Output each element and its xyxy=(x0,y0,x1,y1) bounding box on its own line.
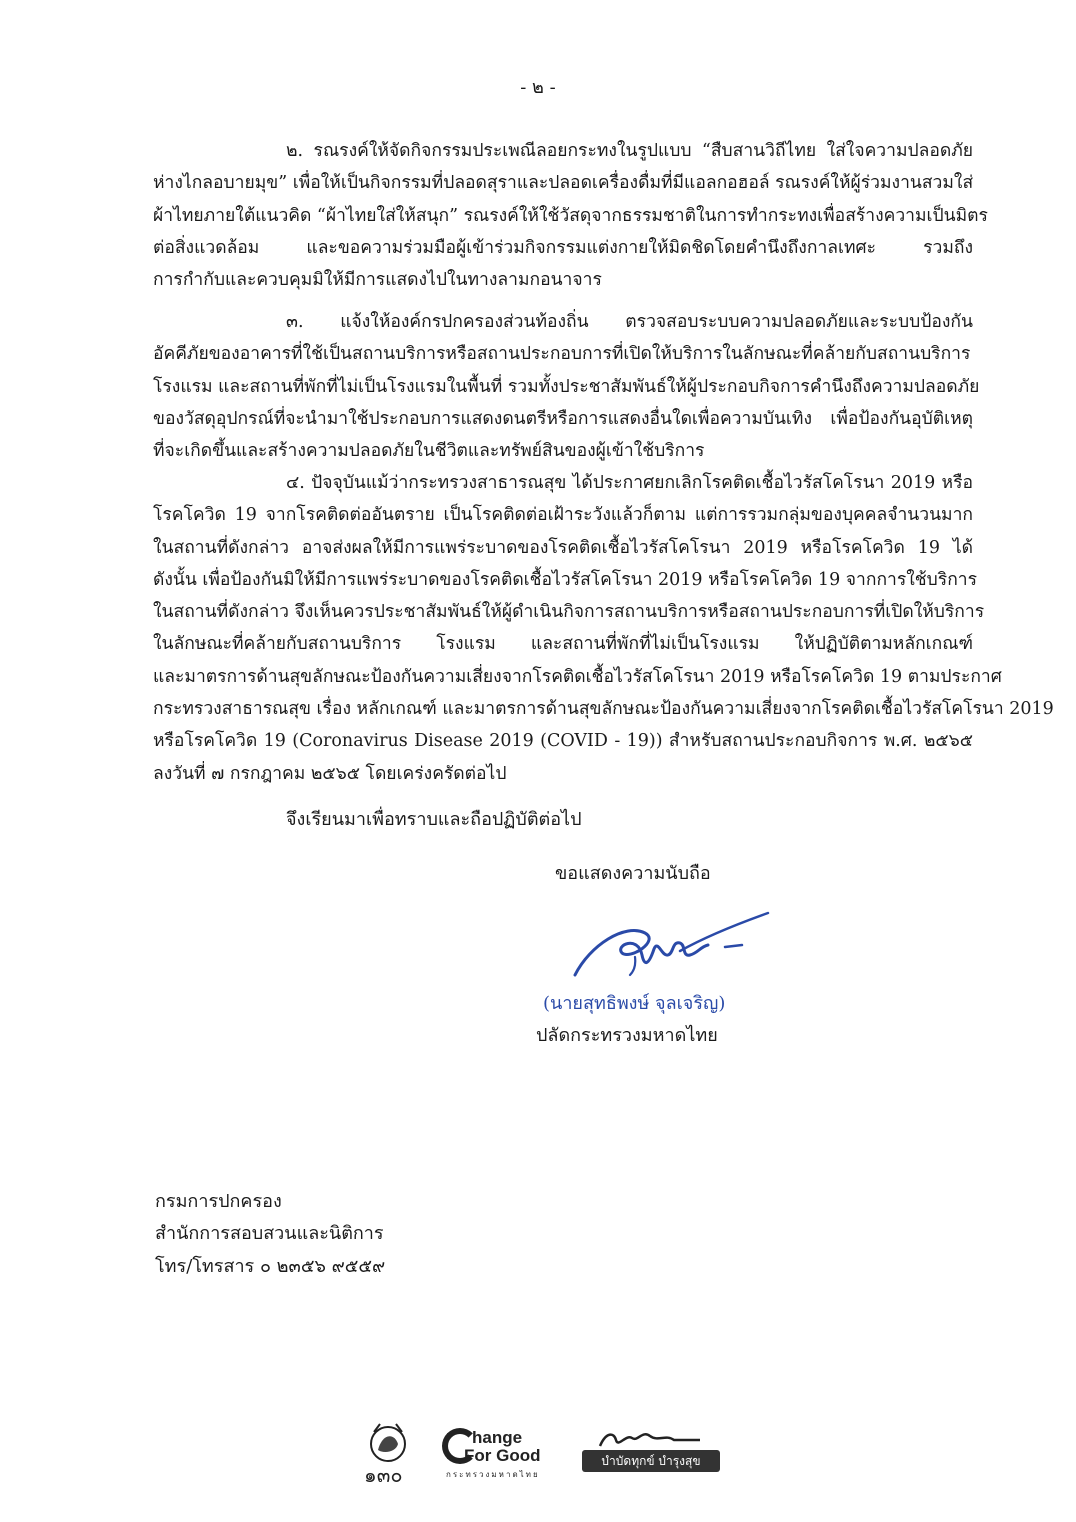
motto-text: บำบัดทุกข์ บำรุงสุข xyxy=(582,1450,720,1472)
text-line: ต่อสิ่งแวดล้อม และขอความร่วมมือผู้เข้าร่วมกิจกรรมแต่งกายให้มิดชิดโดยคำนึงถึงกาลเทศะ รวมถึง xyxy=(153,237,973,258)
text-line: โรงแรม และสถานที่พักที่ไม่เป็นโรงแรมในพื้นที่ รวมทั้งประชาสัมพันธ์ให้ผู้ประกอบกิจการคำนึงถึงความปลอดภัย xyxy=(153,376,980,397)
text-line: ที่จะเกิดขึ้นและสร้างความปลอดภัยในชีวิตและทรัพย์สินของผู้เข้าใช้บริการ xyxy=(153,441,705,462)
ministry-seal-logo xyxy=(360,1420,426,1486)
text-line: ของวัสดุอุปกรณ์ที่จะนำมาใช้ประกอบการแสดงดนตรีหรือการแสดงอื่นใดเพื่อความบันเทิง เพื่อป้องกันอุบัติเหตุ xyxy=(153,408,973,429)
motto-banner-logo xyxy=(570,1424,730,1480)
footer-logos xyxy=(360,1420,740,1490)
page-number: - ๒ - xyxy=(520,77,556,98)
paragraph-2 xyxy=(153,135,988,296)
for-good-text: For Good xyxy=(464,1446,541,1465)
seal-number: ๑๓๐ xyxy=(364,1463,403,1486)
text-line: ในสถานที่ดังกล่าว จึงเห็นควรประชาสัมพันธ์ให้ผู้ดำเนินกิจการสถานบริการหรือสถานประกอบการที่เปิดให้บริการ xyxy=(153,602,985,623)
text-line: โรคโควิด 19 จากโรคติดต่ออันตราย เป็นโรคติดต่อเฝ้าระวังแล้วก็ตาม แต่การรวมกลุ่มของบุคคลจำนวนมาก xyxy=(153,505,973,526)
text-line: ห่างไกลอบายมุข” เพื่อให้เป็นกิจกรรมที่ปลอดสุราและปลอดเครื่องดื่มที่มีแอลกอฮอล์ รณรงค์ให้ผู้ร่วมงานสวมใส่ xyxy=(153,173,974,194)
text-line: ๓. แจ้งให้องค์กรปกครองส่วนท้องถิ่น ตรวจสอบระบบความปลอดภัยและระบบป้องกัน xyxy=(286,312,973,332)
text-line: หรือโรคโควิด 19 (Coronavirus Disease 2019 (COVID - 19)) สำหรับสถานประกอบกิจการ พ.ศ. ๒๕๖๕ xyxy=(153,731,973,752)
footer-division: สำนักการสอบสวนและนิติการ xyxy=(155,1223,384,1244)
footer-department: กรมการปกครอง xyxy=(155,1191,282,1212)
paragraph-4 xyxy=(153,467,1054,790)
change-text: hange xyxy=(472,1428,523,1447)
ministry-text: กระทรวงมหาดไทย xyxy=(446,1470,540,1479)
text-line: ในสถานที่ดังกล่าว อาจส่งผลให้มีการแพร่ระบาดของโรคติดเชื้อไวรัสโคโรนา 2019 หรือโรคโควิด 19 ได้ xyxy=(153,537,973,558)
text-line: ในลักษณะที่คล้ายกับสถานบริการ โรงแรม และสถานที่พักที่ไม่เป็นโรงแรม ให้ปฏิบัติตามหลักเกณฑ์ xyxy=(153,634,973,655)
signer-position: ปลัดกระทรวงมหาดไทย xyxy=(536,1025,718,1046)
text-line: ๒. รณรงค์ให้จัดกิจกรรมประเพณีลอยกระทงในรูปแบบ “สืบสานวิถีไทย ใส่ใจความปลอดภัย xyxy=(286,141,973,161)
text-line: ดังนั้น เพื่อป้องกันมิให้มีการแพร่ระบาดของโรคติดเชื้อไวรัสโคโรนา 2019 หรือโรคโควิด 19 จากการใช้บริการ xyxy=(153,569,978,590)
change-for-good-logo xyxy=(442,1426,572,1486)
paragraph-3 xyxy=(153,306,980,467)
closing-salutation: ขอแสดงความนับถือ xyxy=(555,863,711,884)
text-line: และมาตรการด้านสุขลักษณะป้องกันความเสี่ยงจากโรคติดเชื้อไวรัสโคโรนา 2019 หรือโรคโควิด 19 ตามประกาศ xyxy=(153,666,1002,687)
calligraphy-icon xyxy=(570,1424,730,1452)
text-line: ๔. ปัจจุบันแม้ว่ากระทรวงสาธารณสุข ได้ประกาศยกเลิกโรคติดเชื้อไวรัสโคโรนา 2019 หรือ xyxy=(286,473,973,493)
closing-paragraph: จึงเรียนมาเพื่อทราบและถือปฏิบัติต่อไป xyxy=(286,809,582,830)
text-line: ลงวันที่ ๗ กรกฎาคม ๒๕๖๕ โดยเคร่งครัดต่อไป xyxy=(153,763,507,784)
signature-image xyxy=(530,905,790,985)
text-line: การกำกับและควบคุมมิให้มีการแสดงไปในทางลามกอนาจาร xyxy=(153,270,602,291)
signer-name: (นายสุทธิพงษ์ จุลเจริญ) xyxy=(543,993,726,1014)
text-line: อัคคีภัยของอาคารที่ใช้เป็นสถานบริการหรือสถานประกอบการที่เปิดให้บริการในลักษณะที่คล้ายกับสถานบริการ xyxy=(153,344,971,365)
text-line: ผ้าไทยภายใต้แนวคิด “ผ้าไทยใส่ให้สนุก” รณรงค์ให้ใช้วัสดุจากธรรมชาติในการทำกระทงเพื่อสร้างความเป็นมิตร xyxy=(153,205,988,226)
text-line: กระทรวงสาธารณสุข เรื่อง หลักเกณฑ์ และมาตรการด้านสุขลักษณะป้องกันความเสี่ยงจากโรคติดเชื้อไวรัสโคโรนา 2019 xyxy=(153,699,1054,720)
footer-phone: โทร/โทรสาร ๐ ๒๓๕๖ ๙๕๕๙ xyxy=(155,1256,386,1277)
